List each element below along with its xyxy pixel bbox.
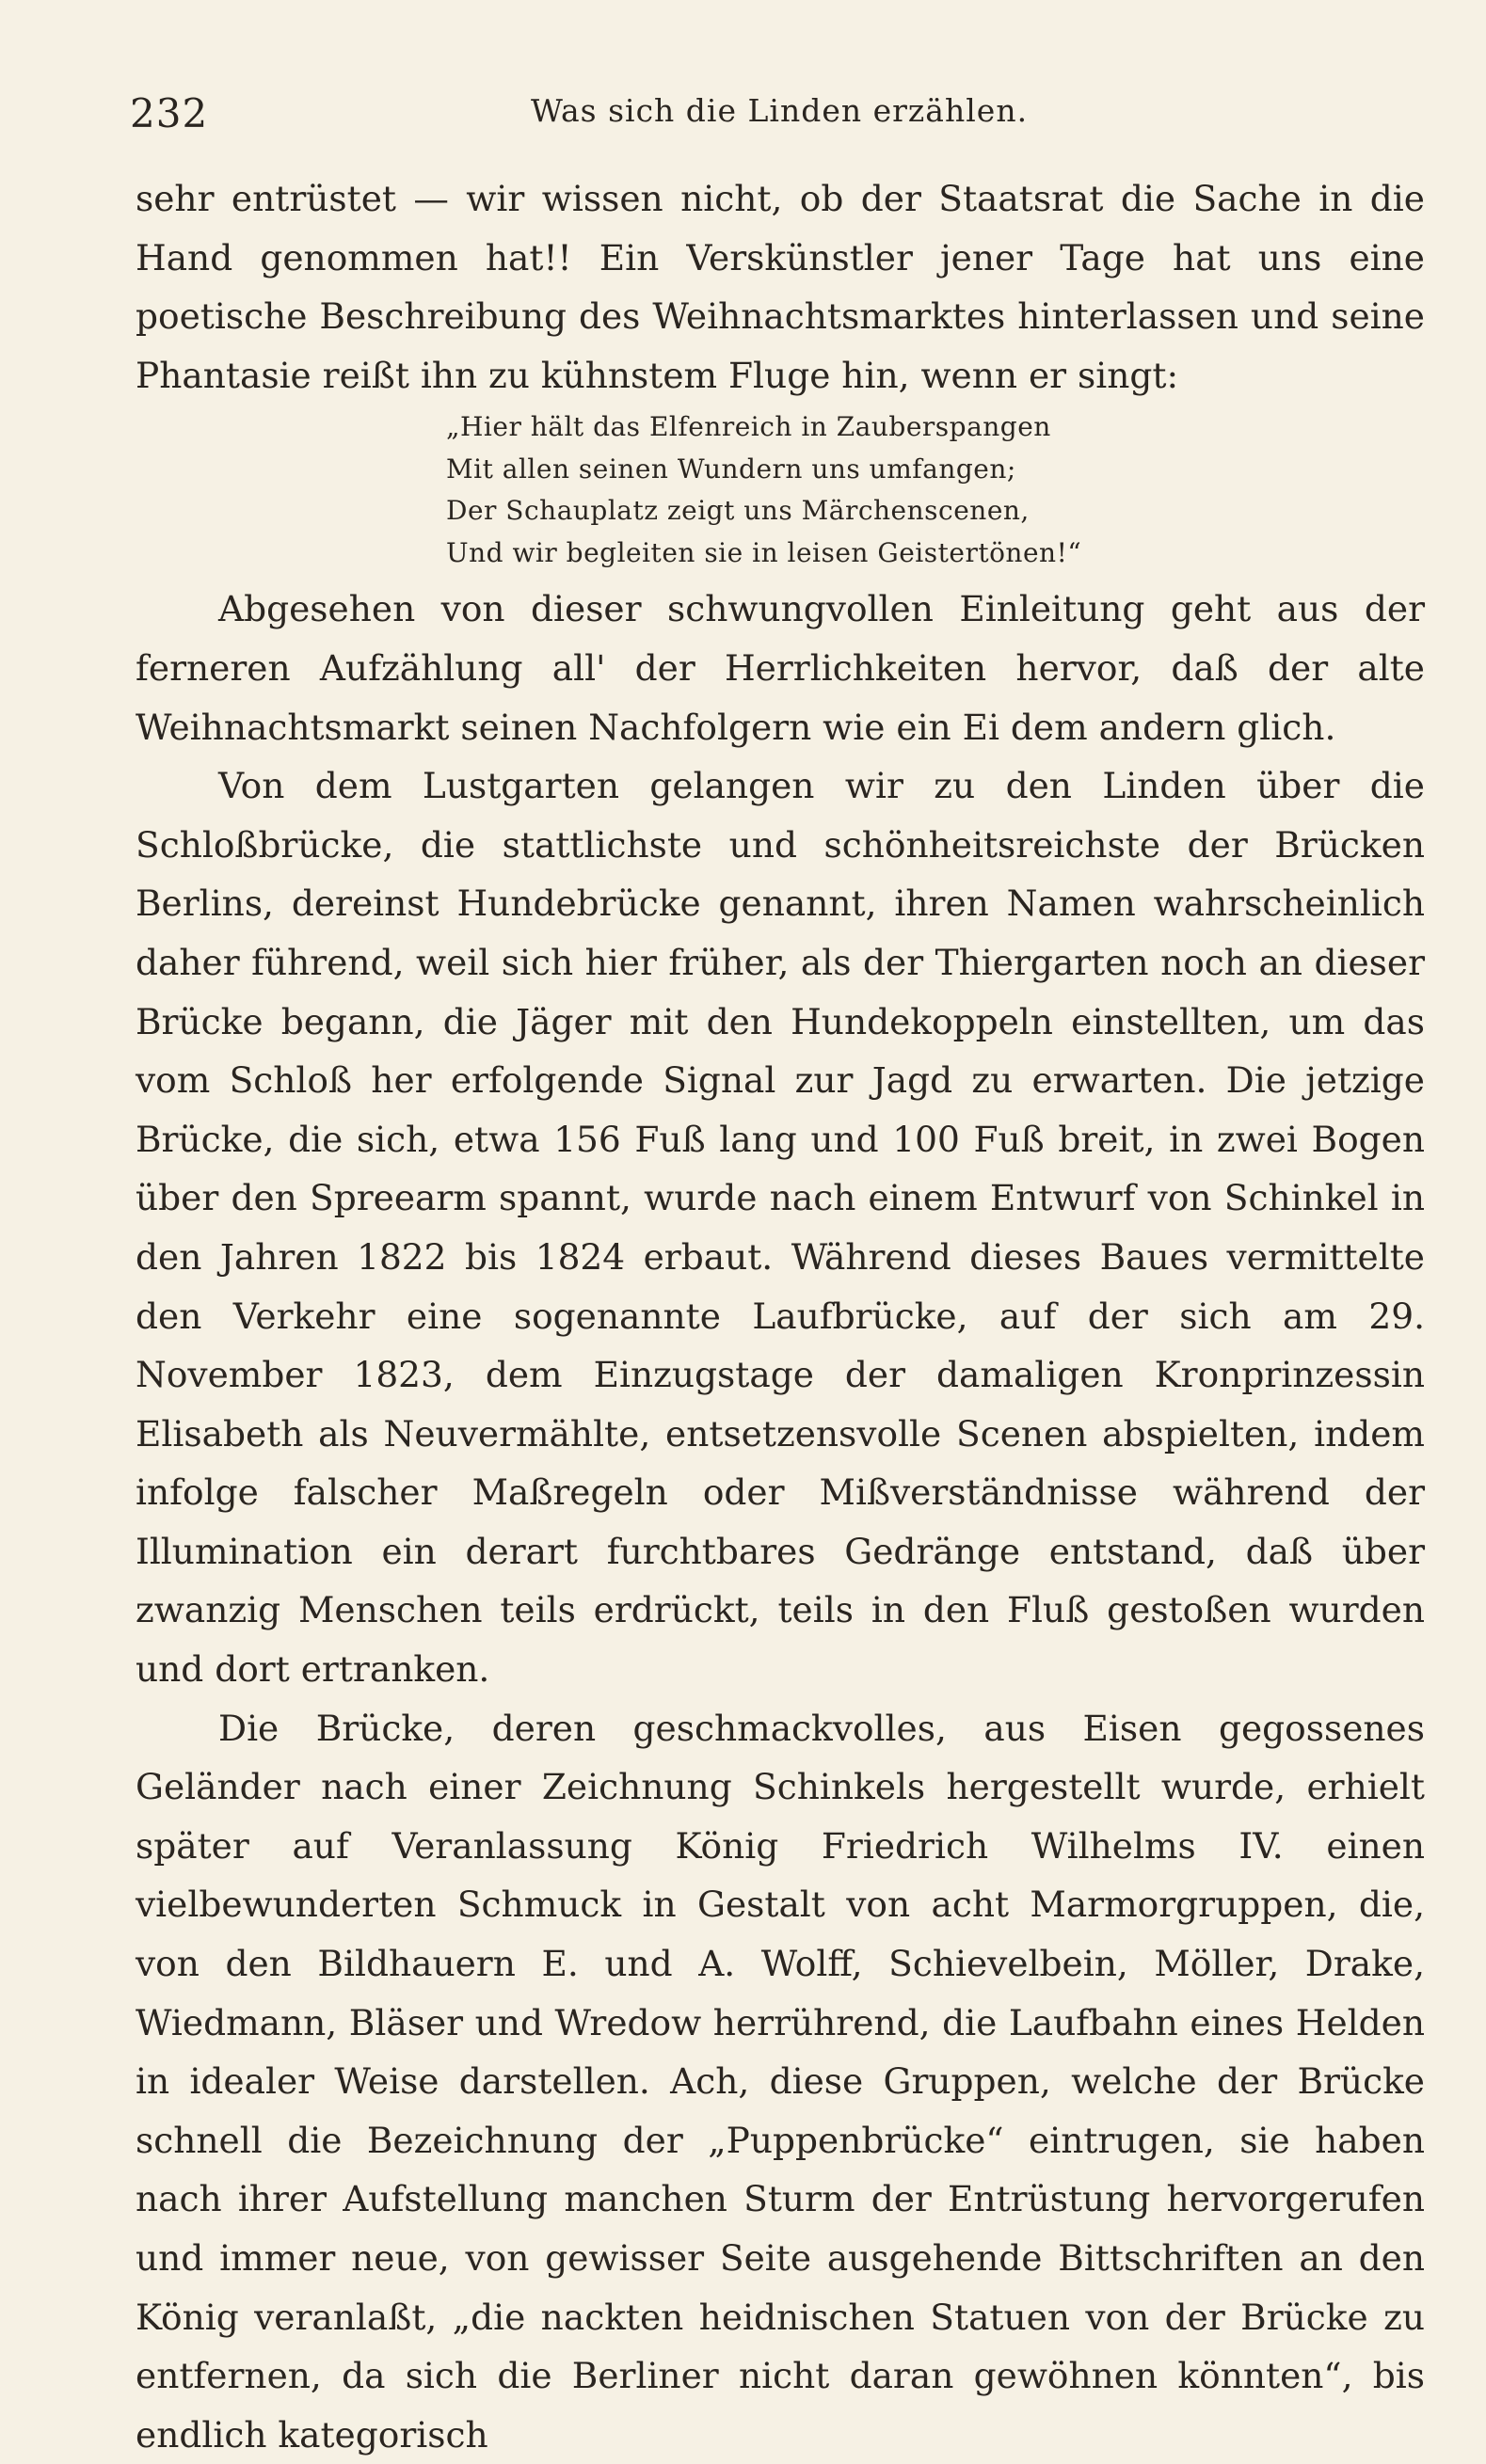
page-number: 232 bbox=[130, 90, 209, 136]
paragraph-4: Die Brücke, deren geschmackvolles, aus Eisen gegossenes Geländer nach einer Zeichnung Schinkels hergestellt wurde, erhielt später auf Veranlassung König Friedrich Wilhelms IV. einen vielbewunderten Schmuck in Gestalt von acht Marmorgruppen, die, von den Bildhauern E. und A. Wolff, Schievelbein, Möller, Drake, Wiedmann, Bläser und Wredow herrührend, die Laufbahn eines Helden in idealer Weise darstellen. Ach, diese Gruppen, welche der Brücke schnell die Bezeichnung der „Puppenbrücke“ eintrugen, sie haben nach ihrer Aufstellung manchen Sturm der Entrüstung hervorgerufen und immer neue, von gewisser Seite ausgehende Bittschriften an den König veranlaßt, „die nackten heidnischen Statuen von der Brücke zu entfernen, da sich die Berliner nicht daran gewöhnen könnten“, bis endlich kategorisch bbox=[136, 1707, 1425, 2456]
paragraph-3: Von dem Lustgarten gelangen wir zu den Linden über die Schloßbrücke, die stattlichste und schönheitsreichste der Brücken Berlins, dereinst Hundebrücke genannt, ihren Namen wahrscheinlich daher führend, weil sich hier früher, als der Thiergarten noch an dieser Brücke begann, die Jäger mit den Hundekoppeln einstellten, um das vom Schloß her erfolgende Signal zur Jagd zu erwarten. Die jetzige Brücke, die sich, etwa 156 Fuß lang und 100 Fuß breit, in zwei Bogen über den Spreearm spannt, wurde nach einem Entwurf von Schinkel in den Jahren 1822 bis 1824 erbaut. Während dieses Baues vermittelte den Verkehr eine sogenannte Laufbrücke, auf der sich am 29. November 1823, dem Einzugstage der damaligen Kronprinzessin Elisabeth als Neuvermählte, entsetzensvolle Scenen abspielten, indem infolge falscher Maßregeln oder Mißverständnisse während der Illumination ein derart furchtbares Gedränge entstand, daß über zwanzig Menschen teils erdrückt, teils in den Fluß gestoßen wurden und dort ertranken. bbox=[136, 765, 1425, 1691]
verse-line-1: „Hier hält das Elfenreich in Zauberspangen bbox=[446, 411, 1051, 443]
paragraph-1: sehr entrüstet — wir wissen nicht, ob der Staatsrat die Sache in die Hand genommen hat!! Ein Verskünstler jener Tage hat uns eine poetische Beschreibung des Weihnachtsmarktes hinterlassen und seine Phantasie reißt ihn zu kühnstem Fluge hin, wenn er singt: bbox=[136, 178, 1425, 396]
running-title: Was sich die Linden erzählen. bbox=[530, 92, 1029, 129]
paragraph-2: Abgesehen von dieser schwungvollen Einleitung geht aus der ferneren Aufzählung all' der Herrlichkeiten hervor, daß der alte Weihnachtsmarkt seinen Nachfolgern wie ein Ei dem andern glich. bbox=[136, 588, 1425, 748]
verse-line-3: Der Schauplatz zeigt uns Märchenscenen, bbox=[446, 495, 1030, 527]
body-text bbox=[136, 169, 1425, 2464]
verse-line-2: Mit allen seinen Wundern uns umfangen; bbox=[446, 453, 1016, 485]
page-header bbox=[130, 90, 1429, 156]
verse-quote bbox=[446, 406, 1425, 574]
verse-line-4: Und wir begleiten sie in leisen Geistertönen!“ bbox=[446, 536, 1082, 568]
